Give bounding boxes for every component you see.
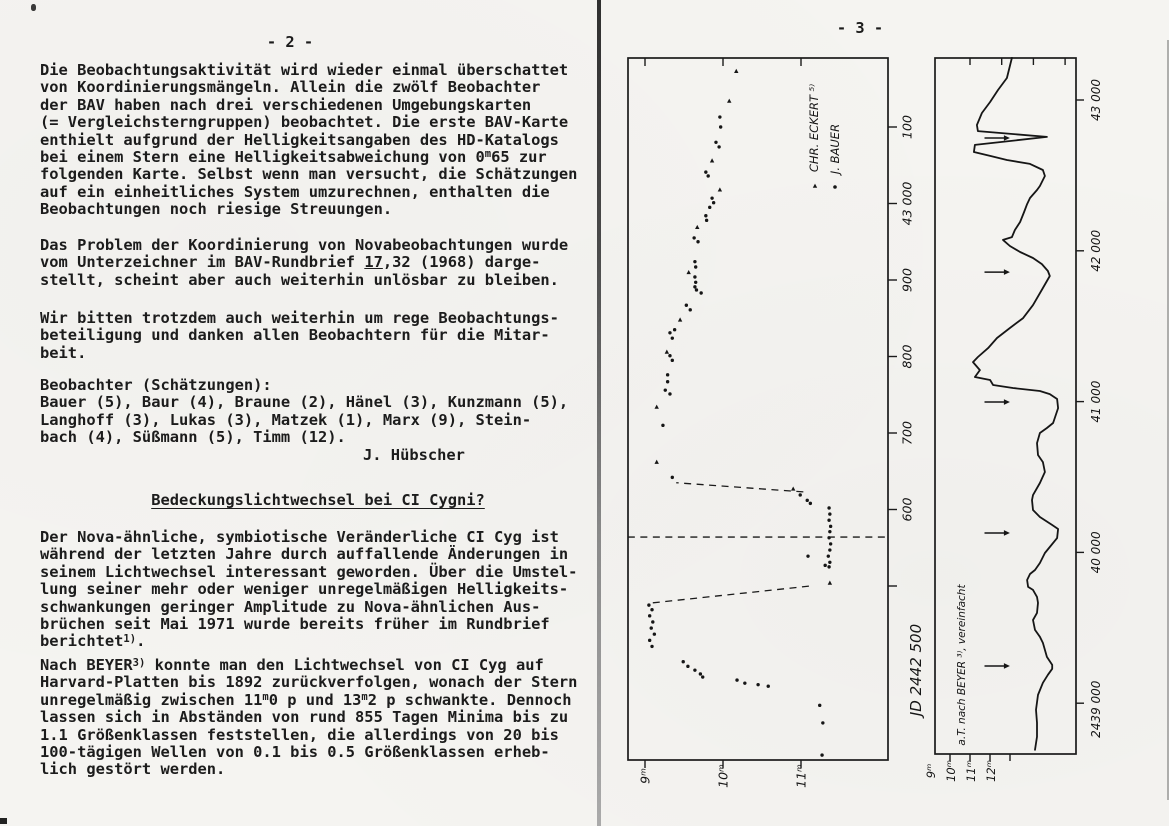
bauer-point [671,336,674,339]
bauer-point [712,201,715,204]
bauer-point [664,388,667,391]
eckert-point [678,317,682,321]
mag-tick-label: 10ᵐ [944,760,958,782]
text-line: lassen sich in Abständen von rund 855 Tagen Minima bis zu [40,708,569,727]
bauer-point [701,675,704,678]
text-line: stellt, scheint aber auch weiterhin unlösbar zu bleiben. [40,270,559,289]
text-line: berichtet$^{1)}$. [40,632,146,651]
text-line: Beobachter (Schätzungen): [40,376,272,394]
text-line: während der letzten Jahre durch auffallende Änderungen in [40,545,569,564]
eckert-point [655,405,659,409]
text-line: bach (4), Süßmann (5), Timm (12). [40,428,346,447]
bauer-point [650,645,653,648]
bauer-point [693,260,696,263]
text-line: vom Unterzeichner im BAV-Rundbrief 17,32 (1968) darge- [40,253,541,272]
bauer-point [828,548,831,551]
legend-label-bauer: J. BAUER [828,123,842,175]
text-line: lung seiner mehr oder weniger unregelmäßigen Helligkeits- [40,580,569,599]
bauer-point [799,493,802,496]
text-line: schwankungen geringer Amplitude zu Nova-ähnlichen Aus- [40,597,541,616]
bauer-point [828,530,831,533]
bauer-point [648,639,651,642]
bauer-point [651,620,654,623]
minimum-arrow-head [1004,269,1010,275]
eckert-point [710,158,714,162]
bauer-point [818,704,821,707]
eckert-point [655,460,659,464]
bauer-point [695,288,698,291]
bauer-point [821,721,824,724]
text-line: beteiligung und danken allen Beobachtern für die Mitar- [40,326,550,345]
legend-label-eckert: CHR. ECKERT ⁵⁾ [807,83,821,173]
eckert-point [695,225,699,229]
superscript: m [262,691,269,704]
time-tick-label: 600 [899,497,915,522]
mag-tick-label: 11ᵐ [964,760,978,782]
bauer-point [668,331,671,334]
text-line: Der Nova-ähnliche, symbiotische Veränderliche CI Cyg ist [40,528,559,546]
legend-triangle-marker [813,184,817,188]
eckert-point [791,486,795,490]
text-line: lich gestört werden. [40,760,226,779]
bauer-point [693,668,696,671]
bauer-point [668,354,671,357]
text-line: Die Beobachtungsaktivität wird wieder einmal überschattet [40,61,569,79]
text-line: bei einem Stern eine Helligkeitsabweichung von 0$^m$65 zur [40,147,547,166]
page-number-right: - 3 - [836,19,884,37]
minimum-arrow-head [1004,663,1010,669]
text-line: Langhoff (3), Lukas (3), Matzek (1), Marx (9), Stein- [40,410,532,429]
bauer-point [708,206,711,209]
bauer-point [685,304,688,307]
bauer-point [647,603,650,606]
bauer-point [696,240,699,243]
time-tick-label: 2439 000 [1089,680,1103,738]
bauer-point [693,275,696,278]
eckert-point [665,350,669,354]
bauer-point [653,632,656,635]
eckert-point [686,270,690,274]
bauer-point [692,236,695,239]
text-line: Beobachtungen noch riesige Streuungen. [40,200,393,219]
bauer-point [671,476,674,479]
text-line: seinem Lichtwechsel interessant geworden. Über die Umstel- [40,562,578,581]
mag-tick-label: 9ᵐ [924,763,938,779]
underlined-text: 17 [364,253,383,272]
time-tick-label: 900 [899,268,915,292]
bauer-point [694,265,697,268]
bauer-point [710,196,713,199]
superscript: m [361,691,368,704]
signature: J. Hübscher [363,446,465,464]
text-line: Bauer (5), Baur (4), Braune (2), Hänel (3), Kunzmann (5), [40,393,569,412]
minimum-arrow-head [1004,135,1010,141]
mag-tick-label: 9ᵐ [637,768,653,784]
page-fold-shadow [597,0,601,826]
bauer-point [699,291,702,294]
bauer-point [706,174,709,177]
bauer-point [719,125,722,128]
superscript: m [484,148,492,161]
bauer-point [693,285,696,288]
eckert-point [727,99,731,103]
bauer-point [668,392,671,395]
time-tick-label: 43 000 [1089,79,1103,121]
bauer-point [648,614,651,617]
bauer-point [714,141,717,144]
text-line: enthielt aufgrund der Helligkeitsangaben des HD-Katalogs [40,130,559,149]
bauer-point [820,753,823,756]
bauer-point [827,506,830,509]
text-line: von Koordinierungsmängeln. Allein die zwölf Beobachter [40,78,541,97]
bauer-point [767,685,770,688]
bauer-point [743,681,746,684]
bauer-point [718,115,721,118]
text-line: der BAV haben nach drei verschiedenen Umgebungskarten [40,95,532,114]
bauer-point [704,170,707,173]
bauer-point [661,424,664,427]
text-line: Wir bitten trotzdem auch weiterhin um rege Beobachtungs- [40,309,559,327]
bauer-point [682,660,685,663]
bauer-point [829,525,832,528]
time-tick-label: 800 [899,344,915,369]
bauer-point [717,145,720,148]
bauer-point [829,542,832,545]
mag-tick-label: 12ᵐ [984,760,998,782]
text-line: 100-tägigen Wellen von 0.1 bis 0.5 Größenklassen erheb- [40,742,550,761]
beyer-lightcurve [973,58,1058,750]
superscript: 1) [123,632,137,645]
bauer-point [650,608,653,611]
bauer-point [823,564,826,567]
bauer-point [699,672,702,675]
bauer-point [735,678,738,681]
eckert-point [718,187,722,191]
text-line: (= Vergleichsterngruppen) beobachtet. Die erste BAV-Karte [40,113,569,132]
bauer-point [704,214,707,217]
bauer-point [694,281,697,284]
minimum-arrow-head [1004,530,1010,536]
bauer-point [806,554,809,557]
bauer-point [806,499,809,502]
text-line: auf ein einheitliches System umzurechnen, enthalten die [40,182,550,201]
time-tick-label: 700 [899,421,915,445]
text-line: Nach BEYER$^{3)}$ konnte man den Lichtwechsel von CI Cyg auf [40,656,544,674]
bauer-point [666,380,669,383]
dashed-line [653,586,811,603]
minimum-arrow-head [1004,399,1010,405]
section-heading: Bedeckungslichtwechsel bei CI Cygni? [151,491,485,509]
text-line: Das Problem der Koordinierung von Novabeobachtungen wurde [40,236,569,254]
bauer-point [673,328,676,331]
text-line: beit. [40,343,87,362]
page-number-left: - 2 - [266,33,314,51]
legend-dot-marker [833,185,837,189]
curve-source-label: a.T. nach BEYER ³⁾, vereinfacht [956,584,968,746]
bauer-point [686,665,689,668]
superscript: 3) [132,656,146,669]
bauer-point [827,519,830,522]
time-tick-label: 42 000 [1089,229,1103,272]
eckert-point [734,69,738,73]
bauer-point [689,308,692,311]
bauer-point [827,565,830,568]
bauer-point [827,554,830,557]
time-tick-label: 41 000 [1089,380,1103,423]
left-chart-frame [628,58,888,760]
bauer-point [828,512,831,515]
eckert-point [828,581,832,585]
time-tick-label: JD 2442 500 [907,623,925,717]
scan-speck-bottom-left [0,818,7,824]
text-line: brüchen seit Mai 1971 wurde bereits früher im Rundbrief [40,614,550,633]
text-line: folgenden Karte. Selbst wenn man versucht, die Schätzungen [40,165,578,184]
mag-tick-label: 10ᵐ [715,764,731,788]
time-tick-label: 100 [899,115,915,139]
text-line: Harvard-Platten bis 1892 zurückverfolgen, wonach der Stern [40,673,578,692]
bauer-point [666,373,669,376]
mag-tick-label: 11ᵐ [793,764,809,788]
dashed-line [676,483,803,492]
text-line: unregelmäßig zwischen 11$^m$0 p und 13$^m$2 p schwankte. Dennoch [40,690,572,709]
text-line: 1.1 Größenklassen feststellen, die allerdings von 20 bis [40,725,559,744]
bauer-point [828,561,831,564]
bauer-point [705,219,708,222]
bauer-point [671,359,674,362]
scan-speck-top-left [31,4,36,11]
bauer-point [756,683,759,686]
time-tick-label: 40 000 [1089,531,1103,574]
bauer-point [809,502,812,505]
time-tick-label: 43 000 [899,181,915,226]
bauer-point [650,626,653,629]
